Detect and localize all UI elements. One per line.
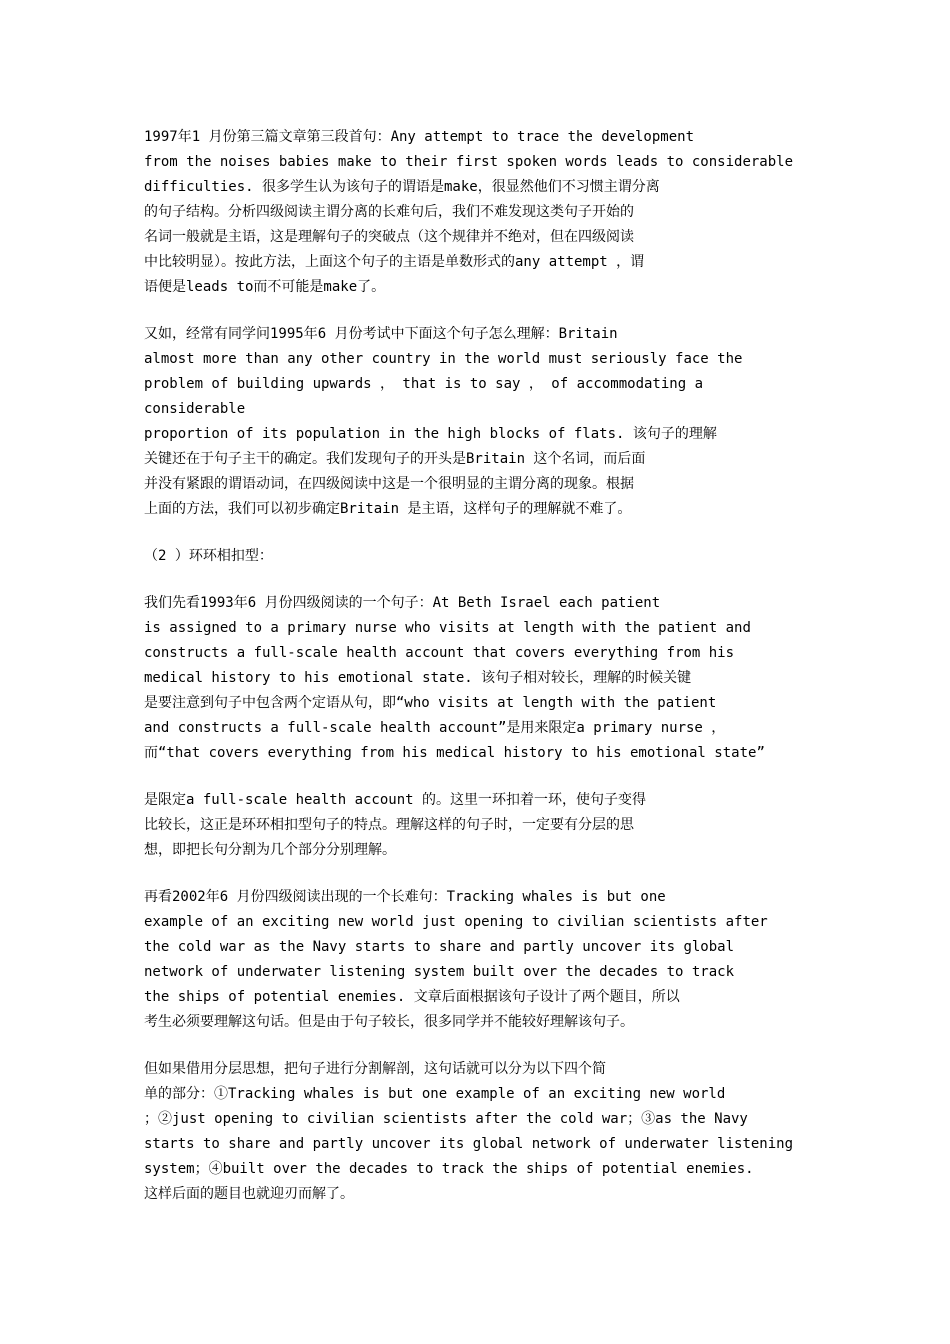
text-line: problem of building upwards ， that is to say ， of accommodating a bbox=[144, 376, 704, 392]
paragraph-6 bbox=[144, 1057, 824, 1207]
heading-line: （2 ）环环相扣型： bbox=[144, 548, 273, 564]
text-line: constructs a full-scale health account that covers everything from his bbox=[144, 645, 735, 661]
text-line: difficulties. 很多学生认为该句子的谓语是make，很显然他们不习惯主谓分离 bbox=[144, 179, 660, 195]
text-line: 比较长，这正是环环相扣型句子的特点。理解这样的句子时，一定要有分层的思 bbox=[144, 817, 634, 833]
paragraph-1 bbox=[144, 125, 824, 300]
paragraph-gap bbox=[144, 522, 824, 544]
text-line: 名词一般就是主语，这是理解句子的突破点（这个规律并不绝对，但在四级阅读 bbox=[144, 229, 634, 245]
text-line: from the noises babies make to their first spoken words leads to considerable bbox=[144, 154, 794, 170]
text-line: network of underwater listening system built over the decades to track bbox=[144, 964, 735, 980]
paragraph-gap bbox=[144, 766, 824, 788]
text-line: 关键还在于句子主干的确定。我们发现句子的开头是Britain 这个名词，而后面 bbox=[144, 451, 646, 467]
section-heading bbox=[144, 544, 824, 569]
text-line: 是要注意到句子中包含两个定语从句，即“who visits at length with the patient bbox=[144, 695, 717, 711]
text-line: 并没有紧跟的谓语动词，在四级阅读中这是一个很明显的主谓分离的现象。根据 bbox=[144, 476, 634, 492]
text-line: considerable bbox=[144, 401, 246, 417]
text-line: 单的部分：①Tracking whales is but one example of an exciting new world bbox=[144, 1086, 726, 1102]
text-line: example of an exciting new world just opening to civilian scientists after bbox=[144, 914, 768, 930]
text-line: starts to share and partly uncover its global network of underwater listening bbox=[144, 1136, 794, 1152]
paragraph-5 bbox=[144, 885, 824, 1035]
paragraph-gap bbox=[144, 1035, 824, 1057]
paragraph-gap bbox=[144, 300, 824, 322]
text-line: 的句子结构。分析四级阅读主谓分离的长难句后，我们不难发现这类句子开始的 bbox=[144, 204, 634, 220]
text-line: medical history to his emotional state. 该句子相对较长，理解的时候关键 bbox=[144, 670, 692, 686]
paragraph-gap bbox=[144, 863, 824, 885]
text-line: system；④built over the decades to track the ships of potential enemies. bbox=[144, 1161, 754, 1177]
text-line: and constructs a full-scale health account”是用来限定a primary nurse ， bbox=[144, 720, 726, 736]
text-line: 而“that covers everything from his medical history to his emotional state” bbox=[144, 745, 765, 761]
text-line: 想，即把长句分割为几个部分分别理解。 bbox=[144, 842, 396, 858]
document-body bbox=[144, 125, 824, 1207]
text-line: almost more than any other country in the world must seriously face the bbox=[144, 351, 743, 367]
text-line: ；②just opening to civilian scientists after the cold war；③as the Navy bbox=[144, 1111, 748, 1127]
paragraph-3 bbox=[144, 591, 824, 766]
text-line: 语便是leads to而不可能是make了。 bbox=[144, 279, 386, 295]
text-line: 我们先看1993年6 月份四级阅读的一个句子：At Beth Israel each patient bbox=[144, 595, 661, 611]
text-line: 考生必须要理解这句话。但是由于句子较长，很多同学并不能较好理解该句子。 bbox=[144, 1014, 634, 1030]
text-line: proportion of its population in the high blocks of flats. 该句子的理解 bbox=[144, 426, 717, 442]
text-line: the ships of potential enemies. 文章后面根据该句子设计了两个题目，所以 bbox=[144, 989, 680, 1005]
text-line: 中比较明显）。按此方法，上面这个句子的主语是单数形式的any attempt ，谓 bbox=[144, 254, 645, 270]
text-line: 上面的方法，我们可以初步确定Britain 是主语，这样句子的理解就不难了。 bbox=[144, 501, 632, 517]
text-line: 是限定a full-scale health account 的。这里一环扣着一环，使句子变得 bbox=[144, 792, 647, 808]
text-line: 又如，经常有同学问1995年6 月份考试中下面这个句子怎么理解：Britain bbox=[144, 326, 618, 342]
paragraph-4 bbox=[144, 788, 824, 863]
text-line: 但如果借用分层思想，把句子进行分割解剖，这句话就可以分为以下四个简 bbox=[144, 1061, 606, 1077]
text-line: 1997年1 月份第三篇文章第三段首句：Any attempt to trace the development bbox=[144, 129, 695, 145]
paragraph-2 bbox=[144, 322, 824, 522]
text-line: the cold war as the Navy starts to share and partly uncover its global bbox=[144, 939, 735, 955]
text-line: is assigned to a primary nurse who visits at length with the patient and bbox=[144, 620, 751, 636]
paragraph-gap bbox=[144, 569, 824, 591]
text-line: 这样后面的题目也就迎刃而解了。 bbox=[144, 1186, 354, 1202]
text-line: 再看2002年6 月份四级阅读出现的一个长难句：Tracking whales is but one bbox=[144, 889, 666, 905]
